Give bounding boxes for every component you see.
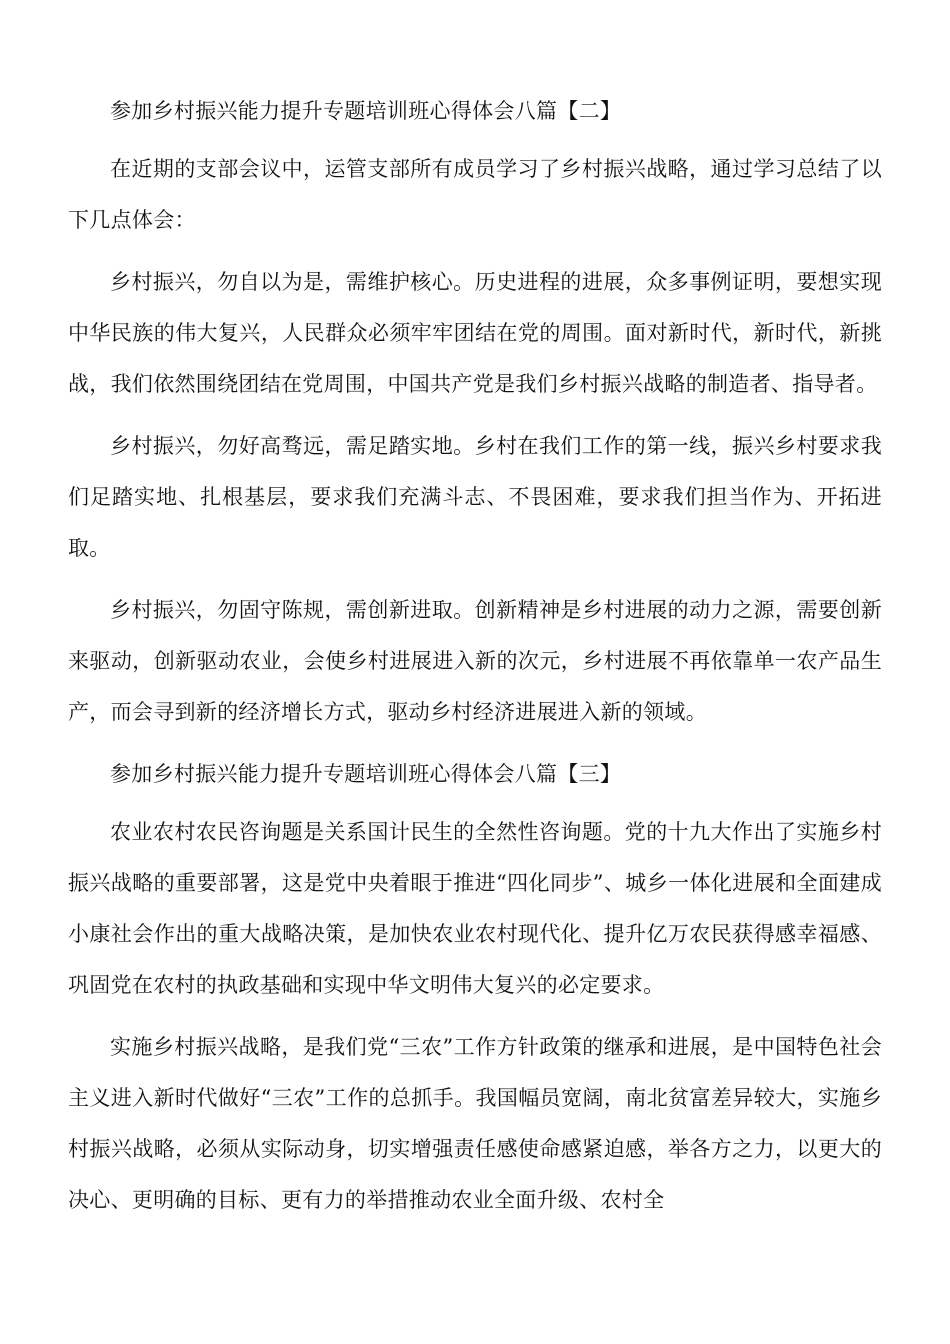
paragraph-3: 乡村振兴，勿好高骛远，需足踏实地。乡村在我们工作的第一线，振兴乡村要求我们足踏实地、扎根基层，要求我们充满斗志、不畏困难，要求我们担当作为、开拓进取。 [68,434,882,560]
paragraph-6: 实施乡村振兴战略，是我们党“三农”工作方针政策的继承和进展，是中国特色社会主义进入新时代做好“三农”工作的总抓手。我国幅员宽阔，南北贫富差异较大，实施乡村振兴战略，必须从实际动身，切实增强责任感使命感紧迫感，举各方之力，以更大的决心、更明确的目标、更有力的举措推动农业全面升级、农村全 [68,1035,882,1212]
paragraph-1: 在近期的支部会议中，运管支部所有成员学习了乡村振兴战略，通过学习总结了以下几点体会： [68,157,882,232]
section-heading-2: 参加乡村振兴能力提升专题培训班心得体会八篇【二】 [110,99,622,123]
section-heading-3: 参加乡村振兴能力提升专题培训班心得体会八篇【三】 [110,762,622,786]
paragraph-2: 乡村振兴，勿自以为是，需维护核心。历史进程的进展，众多事例证明，要想实现中华民族的伟大复兴，人民群众必须牢牢团结在党的周围。面对新时代，新时代，新挑战，我们依然围绕团结在党周围，中国共产党是我们乡村振兴战略的制造者、指导者。 [68,270,882,396]
paragraph-5: 农业农村农民咨询题是关系国计民生的全然性咨询题。党的十九大作出了实施乡村振兴战略的重要部署，这是党中央着眼于推进“四化同步”、城乡一体化进展和全面建成小康社会作出的重大战略决策，是加快农业农村现代化、提升亿万农民获得感幸福感、巩固党在农村的执政基础和实现中华文明伟大复兴的必定要求。 [68,820,882,997]
document-body [68,86,882,1237]
paragraph-4: 乡村振兴，勿固守陈规，需创新进取。创新精神是乡村进展的动力之源，需要创新来驱动，创新驱动农业，会使乡村进展进入新的次元，乡村进展不再依靠单一农产品生产，而会寻到新的经济增长方式，驱动乡村经济进展进入新的领域。 [68,598,882,724]
